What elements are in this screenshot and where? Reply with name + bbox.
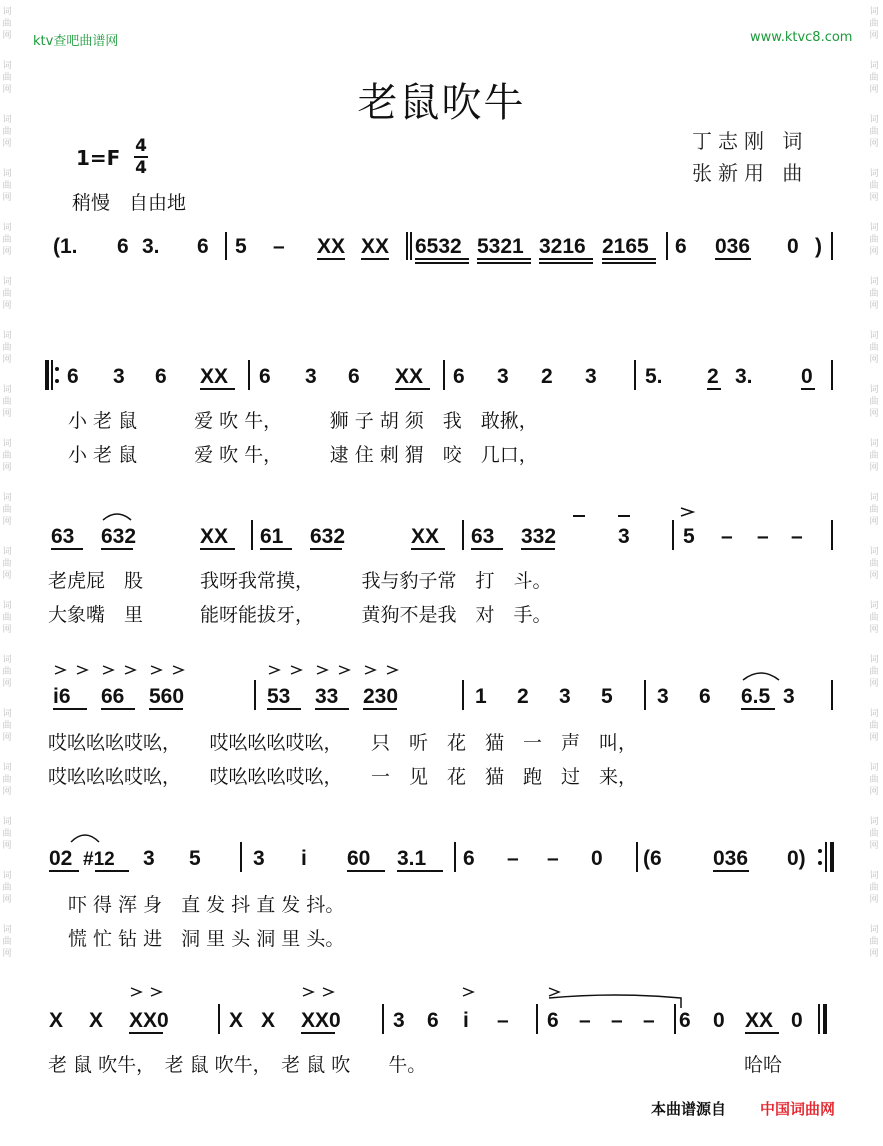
note: 0 bbox=[791, 1009, 803, 1032]
note: 6 bbox=[453, 365, 465, 388]
note: – bbox=[611, 1009, 623, 1032]
left-watermark: 词曲网 词曲网 词曲网 词曲网 词曲网 词曲网 词曲网 词曲网 词曲网 词曲网 词曲网 词曲网 词曲网 词曲网 词曲网 词曲网 词曲网 词曲网 bbox=[2, 7, 12, 959]
note: 02 bbox=[49, 847, 73, 870]
note: 63 bbox=[51, 525, 75, 548]
line3-staff bbox=[45, 512, 845, 556]
note: 63 bbox=[471, 525, 495, 548]
note: XX bbox=[317, 235, 346, 258]
note: 1 bbox=[475, 685, 487, 708]
key-signature: 1=F bbox=[76, 146, 121, 170]
note: – bbox=[497, 1009, 509, 1032]
note: 230 bbox=[363, 685, 399, 708]
note: 53 bbox=[267, 685, 291, 708]
note: X bbox=[229, 1009, 244, 1032]
note: X bbox=[89, 1009, 104, 1032]
note: – bbox=[507, 847, 519, 870]
note: 6 bbox=[675, 235, 687, 258]
note: 6.5 bbox=[741, 685, 771, 708]
note: 560 bbox=[149, 685, 185, 708]
note: 6 bbox=[547, 1009, 559, 1032]
lyrics-line4-verse1: 哎吆吆吆哎吆， 哎吆吆吆哎吆， 只 听 花 猫 一 声 叫， bbox=[48, 732, 638, 754]
note: 6 bbox=[67, 365, 79, 388]
note: 6 bbox=[427, 1009, 439, 1032]
note: 2165 bbox=[602, 235, 649, 258]
note: 3.1 bbox=[397, 847, 427, 870]
note: – bbox=[791, 525, 803, 548]
note: 5 bbox=[601, 685, 613, 708]
note: 6 bbox=[155, 365, 167, 388]
note: 0 bbox=[787, 235, 799, 258]
note: 332 bbox=[521, 525, 557, 548]
note: 5 bbox=[683, 525, 695, 548]
lyrics-line4-verse2: 哎吆吆吆哎吆， 哎吆吆吆哎吆， 一 见 花 猫 跑 过 来， bbox=[48, 766, 638, 788]
score-line-3 bbox=[45, 512, 845, 552]
note: 3 bbox=[253, 847, 265, 870]
note: 632 bbox=[101, 525, 137, 548]
note: 60 bbox=[347, 847, 371, 870]
note: 6 bbox=[259, 365, 271, 388]
note: 6 bbox=[699, 685, 711, 708]
note: – bbox=[643, 1009, 655, 1032]
lyrics-line6-call: 哈哈 bbox=[744, 1054, 783, 1076]
note: 6532 bbox=[415, 235, 462, 258]
note: 0 bbox=[713, 1009, 725, 1032]
note: 2 bbox=[517, 685, 529, 708]
tempo-marking: 稍慢 自由地 bbox=[72, 192, 187, 214]
score-line-4 bbox=[45, 672, 845, 712]
note: (1. bbox=[53, 235, 78, 258]
site-link-right[interactable]: www.ktvc8.com bbox=[750, 30, 853, 45]
composer: 张新用 曲 bbox=[692, 161, 809, 185]
note: XX0 bbox=[301, 1009, 341, 1032]
note: XX bbox=[411, 525, 440, 548]
note: – bbox=[547, 847, 559, 870]
note: i6 bbox=[53, 685, 71, 708]
source-site-link[interactable]: 中国词曲网 bbox=[760, 1100, 836, 1118]
note: – bbox=[757, 525, 769, 548]
note: #12 bbox=[83, 849, 115, 870]
line5-staff bbox=[45, 834, 845, 878]
note: 5 bbox=[189, 847, 201, 870]
line2-staff bbox=[45, 352, 845, 396]
note: 3 bbox=[305, 365, 317, 388]
right-watermark: 词曲网 词曲网 词曲网 词曲网 词曲网 词曲网 词曲网 词曲网 词曲网 词曲网 词曲网 词曲网 词曲网 词曲网 词曲网 词曲网 词曲网 词曲网 bbox=[869, 7, 879, 959]
lyrics-line5-verse2: 慌 忙 钻 进 洞 里 头 洞 里 头。 bbox=[68, 928, 345, 950]
lyricist: 丁志刚 词 bbox=[692, 129, 809, 153]
note: XX bbox=[395, 365, 424, 388]
note: 6 bbox=[463, 847, 475, 870]
line4-staff bbox=[45, 672, 845, 716]
line1-staff bbox=[45, 222, 845, 272]
note: XX0 bbox=[129, 1009, 169, 1032]
score-line-5 bbox=[45, 834, 845, 874]
note: XX bbox=[361, 235, 390, 258]
note: 3216 bbox=[539, 235, 586, 258]
note: 036 bbox=[715, 235, 751, 258]
lyrics-line5-verse1: 吓 得 浑 身 直 发 抖 直 发 抖。 bbox=[68, 894, 345, 916]
note: 3 bbox=[113, 365, 125, 388]
note: 6 bbox=[117, 235, 129, 258]
lyrics-line2-verse2: 小 老 鼠 爱 吹 牛， 逮 住 刺 猬 咬 几口， bbox=[68, 444, 538, 466]
note: 5 bbox=[235, 235, 247, 258]
note: 3 bbox=[585, 365, 597, 388]
note: XX bbox=[200, 525, 229, 548]
note: 5. bbox=[645, 365, 663, 388]
note: 0 bbox=[801, 365, 813, 388]
score-line-1 bbox=[45, 222, 845, 262]
note: 3 bbox=[559, 685, 571, 708]
credits bbox=[692, 125, 808, 189]
note: 3. bbox=[735, 365, 753, 388]
note: X bbox=[49, 1009, 64, 1032]
note: 3 bbox=[783, 685, 795, 708]
site-link-left[interactable]: ktv查吧曲谱网 bbox=[33, 34, 119, 49]
note: – bbox=[579, 1009, 591, 1032]
source-label: 本曲谱源自 bbox=[651, 1100, 727, 1118]
time-signature bbox=[134, 137, 148, 177]
lyrics-line3-verse1: 老虎屁 股 我呀我常摸， 我与豹子常 打 斗。 bbox=[48, 570, 552, 592]
note: 3 bbox=[657, 685, 669, 708]
note: – bbox=[721, 525, 733, 548]
note: XX bbox=[200, 365, 229, 388]
note: 2 bbox=[707, 365, 719, 388]
note: i bbox=[301, 847, 307, 870]
note: i bbox=[463, 1009, 469, 1032]
lyrics-line3-verse2: 大象嘴 里 能呀能拔牙， 黄狗不是我 对 手。 bbox=[48, 604, 552, 626]
song-title: 老鼠吹牛 bbox=[357, 79, 526, 126]
line6-staff bbox=[45, 996, 845, 1040]
note: (6 bbox=[643, 847, 662, 870]
note: 6 bbox=[348, 365, 360, 388]
note: 3 bbox=[618, 525, 630, 548]
note: 61 bbox=[260, 525, 284, 548]
lyrics-line2-verse1: 小 老 鼠 爱 吹 牛， 狮 子 胡 须 我 敢揪， bbox=[68, 410, 538, 432]
note: 33 bbox=[315, 685, 339, 708]
note: 036 bbox=[713, 847, 749, 870]
note: 6 bbox=[679, 1009, 691, 1032]
note: 632 bbox=[310, 525, 346, 548]
note: 6 bbox=[197, 235, 209, 258]
lyrics-line6: 老 鼠 吹牛， 老 鼠 吹牛， 老 鼠 吹 牛。 bbox=[48, 1054, 427, 1076]
meter-bottom: 4 bbox=[135, 158, 147, 178]
note: 2 bbox=[541, 365, 553, 388]
meter-top: 4 bbox=[135, 136, 147, 156]
note: ) bbox=[815, 235, 822, 258]
note: 3 bbox=[497, 365, 509, 388]
note: 0) bbox=[787, 847, 806, 870]
score-line-6 bbox=[45, 996, 845, 1036]
note: 0 bbox=[591, 847, 603, 870]
note: 66 bbox=[101, 685, 125, 708]
note: 3 bbox=[143, 847, 155, 870]
score-line-2 bbox=[45, 352, 845, 392]
note: XX bbox=[745, 1009, 774, 1032]
note: 3. bbox=[142, 235, 160, 258]
note: 3 bbox=[393, 1009, 405, 1032]
note: X bbox=[261, 1009, 276, 1032]
note: 5321 bbox=[477, 235, 524, 258]
note: – bbox=[273, 235, 285, 258]
